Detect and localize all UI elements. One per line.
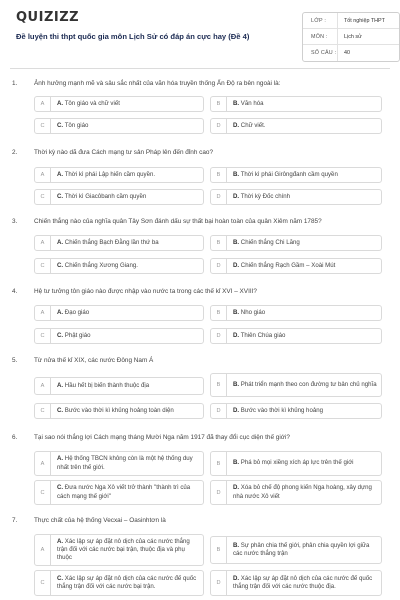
question-text: Tại sao nói thắng lợi Cách mạng tháng Mười Nga năm 1917 đã thay đổi cục diện thế giới?: [34, 434, 290, 441]
option-b[interactable]: [210, 536, 382, 564]
option-text: C. Chiến thắng Xương Giang.: [57, 261, 138, 269]
option-text: B. Sự phân chia thế giới, phân chia quyền lợi giữa các nước thắng trận: [233, 541, 370, 557]
option-letter: A: [35, 168, 51, 182]
question-number: 5.: [12, 357, 18, 364]
option-letter: C: [35, 481, 51, 504]
option-text: B. Thời kì phái Girôngđanh cầm quyền: [233, 170, 338, 178]
option-letter: D: [211, 119, 227, 133]
option-a[interactable]: [34, 305, 204, 321]
option-text: A. Chiến thắng Bạch Đằng lần thứ ba: [57, 238, 159, 246]
option-text: C. Thời kì Giacôbanh cầm quyền: [57, 192, 147, 200]
meta-label: SỐ CÂU :: [311, 50, 337, 56]
option-b[interactable]: [210, 96, 382, 112]
option-b[interactable]: [210, 373, 382, 397]
option-text: D. Thiên Chúa giáo: [233, 331, 286, 339]
meta-row-count: [303, 45, 399, 61]
option-text: B. Văn hóa: [233, 99, 264, 107]
option-text: D. Chữ viết.: [233, 121, 266, 129]
option-d[interactable]: [210, 570, 382, 596]
option-text: C. Xác lập sự áp đặt nô dịch của các nước đế quốc thắng trận đối với các nước bại trận.: [57, 574, 197, 590]
question-number: 6.: [12, 434, 18, 441]
option-text: B. Phát triển mạnh theo con đường tư bản chủ nghĩa: [233, 380, 377, 388]
option-text: B. Chiến thắng Chi Lăng: [233, 238, 300, 246]
option-text: D. Xóa bỏ chế độ phong kiến Nga hoàng, xây dựng nhà nước Xô viết: [233, 484, 372, 500]
option-a[interactable]: [34, 534, 204, 566]
meta-label: MÔN :: [311, 33, 328, 40]
option-letter: C: [35, 571, 51, 595]
option-letter: B: [211, 236, 227, 250]
option-text: C. Đưa nước Nga Xô viết trở thành "thành trì của cách mạng thế giới": [57, 484, 191, 500]
option-text: D. Chiến thắng Rạch Gầm – Xoài Mút: [233, 261, 336, 269]
option-a[interactable]: [34, 167, 204, 183]
option-c[interactable]: [34, 328, 204, 344]
option-letter: C: [35, 259, 51, 273]
option-d[interactable]: [210, 258, 382, 274]
meta-value: Tốt nghiệp THPT: [337, 13, 399, 28]
option-letter: A: [35, 306, 51, 320]
option-text: A. Hầu hết bị biến thành thuộc địa: [57, 381, 150, 389]
option-c[interactable]: [34, 118, 204, 134]
option-d[interactable]: [210, 328, 382, 344]
option-letter: C: [35, 329, 51, 343]
option-b[interactable]: [210, 167, 382, 183]
option-text: A. Thời kì phái Lập hiến cầm quyền.: [57, 170, 156, 178]
option-letter: A: [35, 236, 51, 250]
question-text: Chiến thắng nào của nghĩa quân Tây Sơn đánh dấu sự thất bại hoàn toàn của quân Xiêm năm 1785?: [34, 218, 322, 225]
option-letter: A: [35, 535, 51, 565]
option-text: C. Tôn giáo: [57, 121, 89, 129]
worksheet-title: Đề luyện thi thpt quốc gia môn Lịch Sử có đáp án cực hay (Đề 4): [16, 32, 250, 41]
option-d[interactable]: [210, 480, 382, 505]
option-d[interactable]: [210, 118, 382, 134]
option-a[interactable]: [34, 96, 204, 112]
option-a[interactable]: [34, 235, 204, 251]
option-text: B. Nho giáo: [233, 308, 266, 316]
meta-row-class: [303, 13, 399, 29]
option-text: D. Xác lập sự áp đặt nô dịch của các nước đế quốc thắng trận đối với các nước thuộc địa.: [233, 574, 373, 590]
question-text: Từ nửa thế kỉ XIX, các nước Đông Nam Á: [34, 357, 154, 364]
option-letter: C: [35, 190, 51, 204]
option-letter: B: [211, 97, 227, 111]
header-divider: [10, 68, 390, 69]
option-c[interactable]: [34, 403, 204, 419]
meta-value: 40: [337, 45, 399, 61]
option-letter: D: [211, 571, 227, 595]
option-c[interactable]: [34, 570, 204, 596]
option-letter: D: [211, 190, 227, 204]
option-text: C. Phật giáo: [57, 331, 91, 339]
option-text: A. Đạo giáo: [57, 308, 90, 316]
option-b[interactable]: [210, 451, 382, 476]
option-c[interactable]: [34, 189, 204, 205]
option-letter: A: [35, 378, 51, 394]
question-number: 3.: [12, 218, 18, 225]
option-text: A. Xác lập sự áp đặt nô dịch của các nước thắng trận đối với các nước bại trận, thuộc địa và phụ thuộc: [57, 537, 190, 562]
option-letter: D: [211, 481, 227, 504]
question-text: Thời kỳ nào dã đưa Cách mạng tư sản Pháp lên đến đỉnh cao?: [34, 149, 214, 156]
worksheet-meta-table: [302, 12, 400, 62]
option-letter: A: [35, 452, 51, 475]
option-b[interactable]: [210, 305, 382, 321]
option-c[interactable]: [34, 258, 204, 274]
option-letter: C: [35, 404, 51, 418]
option-a[interactable]: [34, 377, 204, 395]
option-text: D. Thời kỳ Đốc chính: [233, 192, 291, 200]
question-text: Thực chất của hệ thống Vecxai – Oasinhtơn là: [34, 517, 166, 524]
option-letter: B: [211, 537, 227, 563]
question-text: Hệ tư tưởng tôn giáo nào được nhập vào nước ta trong các thế kỉ XVI – XVIII?: [34, 288, 257, 295]
option-text: C. Bước vào thời kì khủng hoảng toàn diện: [57, 406, 174, 414]
option-text: B. Phá bỏ mọi xiềng xích áp lực trên thế giới: [233, 459, 354, 467]
option-letter: D: [211, 329, 227, 343]
option-letter: B: [211, 452, 227, 475]
meta-label: LỚP :: [311, 17, 327, 24]
option-text: A. Hệ thống TBCN không còn là một hệ thống duy nhất trên thế giới.: [57, 455, 193, 471]
option-letter: B: [211, 306, 227, 320]
question-text: Ảnh hưởng mạnh mẽ và sâu sắc nhất của văn hóa truyền thống Ấn Độ ra bên ngoài là:: [34, 80, 281, 87]
option-letter: A: [35, 97, 51, 111]
option-letter: D: [211, 404, 227, 418]
option-text: D. Bước vào thời kì khủng hoảng: [233, 406, 323, 414]
option-b[interactable]: [210, 235, 382, 251]
quizizz-logo: QUIZIZZ: [16, 10, 80, 25]
option-letter: D: [211, 259, 227, 273]
option-c[interactable]: [34, 480, 204, 505]
question-number: 7.: [12, 517, 18, 524]
meta-value: Lịch sử: [337, 29, 399, 44]
meta-row-subject: [303, 29, 399, 45]
option-letter: C: [35, 119, 51, 133]
option-letter: B: [211, 374, 227, 396]
question-number: 4.: [12, 288, 18, 295]
option-text: A. Tôn giáo và chữ viết: [57, 99, 120, 107]
option-a[interactable]: [34, 451, 204, 476]
option-d[interactable]: [210, 189, 382, 205]
option-d[interactable]: [210, 403, 382, 419]
question-number: 2.: [12, 149, 18, 156]
question-number: 1.: [12, 80, 18, 87]
option-letter: B: [211, 168, 227, 182]
